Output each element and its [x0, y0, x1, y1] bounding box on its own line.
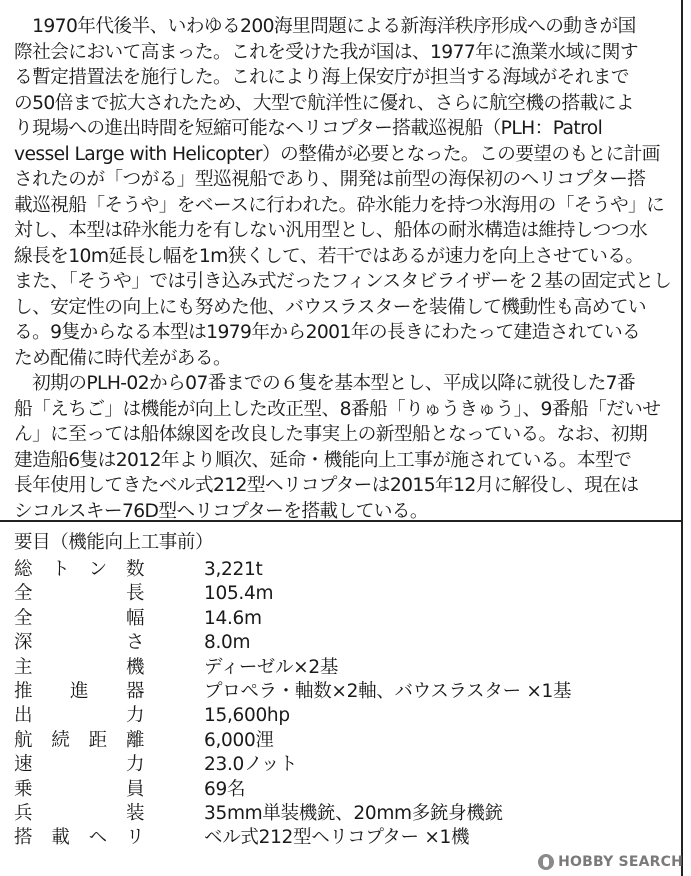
spec-label-char: 出: [14, 705, 33, 727]
spec-label-char: 器: [126, 680, 145, 702]
spec-label-char: 幅: [126, 607, 145, 629]
body-line: シコルスキー76D型ヘリコプターを搭載している。: [14, 500, 428, 522]
body-line: る暫定措置法を施行した。これにより海上保安庁が担当する海域がそれまで: [14, 67, 629, 88]
body-line: ため配備に時代差がある。: [14, 347, 232, 369]
spec-label-char: ト: [51, 559, 70, 580]
body-line: 船「えちご」は機能が向上した改正型、8番船「りゅうきゅう」、9番船「だいせ: [14, 398, 661, 420]
spec-label-char: 速: [14, 754, 33, 776]
spec-label-char: 乗: [14, 778, 33, 800]
body-line: 1970年代後半、いわゆる200海里問題による新海洋秩序形成への動きが国: [14, 16, 636, 37]
spec-row: [14, 778, 674, 802]
spec-label-char: 力: [126, 705, 145, 727]
spec-label-char: 総: [14, 559, 33, 580]
spec-label-char: 主: [14, 656, 33, 678]
body-line: 対し、本型は砕氷能力を有しない汎用型とし、船体の耐氷構造は維持しつつ水: [14, 220, 648, 241]
body-line: 線長を10m延長し幅を1m狭くして、若干ではあるが速力を向上させている。: [14, 245, 644, 267]
spec-row: [14, 631, 674, 655]
spec-label-char: 続: [51, 729, 70, 751]
body-line: 際社会において高まった。これを受けた我が国は、1977年に漁業水域に関す: [14, 41, 638, 63]
body-line: り現場への進出時間を短縮可能なヘリコプター搭載巡視船（PLH：Patrol: [14, 118, 603, 139]
spec-value: 69名: [204, 778, 246, 800]
section-divider: [0, 520, 683, 522]
watermark-text: HOBBY SEARCH: [558, 854, 683, 870]
body-line: 長年使用してきたベル式212型ヘリコプターは2015年12月に解役し、現在は: [14, 475, 639, 496]
spec-label-char: 搭: [14, 827, 33, 849]
spec-label-char: 機: [126, 656, 145, 678]
spec-label-char: 全: [14, 583, 33, 605]
body-line: 載巡視船「そうや」をベースに行われた。砕氷能力を持つ氷海用の「そうや」に: [14, 194, 665, 216]
spec-label-char: 全: [14, 607, 33, 629]
hobby-search-logo-icon: [538, 854, 554, 870]
spec-label-char: 長: [126, 583, 145, 605]
spec-label-char: 装: [126, 802, 145, 824]
spec-label-char: 数: [126, 559, 145, 580]
spec-label-char: 員: [126, 778, 145, 800]
body-line: し、安定性の向上にも努めた他、バウスラスターを装備して機動性も高めてい: [14, 296, 646, 318]
watermark: [538, 851, 683, 873]
spec-label-char: 進: [70, 680, 89, 702]
spec-value: 15,600hp: [204, 705, 290, 727]
spec-label-char: さ: [126, 632, 145, 654]
spec-label-char: ヘ: [88, 827, 108, 849]
spec-row: [14, 582, 674, 606]
spec-label-char: 距: [88, 729, 108, 751]
spec-row: [14, 802, 674, 826]
spec-value: 23.0ノット: [204, 754, 298, 776]
spec-row: [14, 680, 674, 704]
spec-row: [14, 656, 674, 680]
spec-row: [14, 753, 674, 777]
spec-value: ディーゼル×2基: [204, 656, 339, 678]
body-line: されたのが「つがる」型巡視船であり、開発は前型の海保初のヘリコプター搭: [14, 169, 646, 190]
spec-label-char: 力: [126, 754, 145, 776]
spec-label-char: 航: [14, 729, 33, 751]
spec-label-char: 離: [126, 729, 145, 751]
spec-label-char: 載: [51, 827, 70, 849]
body-line: る。9隻からなる本型は1979年から2001年の長きにわたって建造されている: [14, 322, 641, 343]
body-line: 建造船6隻は2012年より順次、延命・機能向上工事が施されている。本型で: [14, 449, 632, 471]
spec-value: ベル式212型ヘリコプター ×1機: [204, 827, 470, 849]
article-body: [14, 14, 679, 524]
spec-value: 105.4m: [204, 583, 274, 605]
spec-row: [14, 729, 674, 753]
body-line: ん」に至っては船体線図を改良した事実上の新型船となっている。なお、初期: [14, 424, 648, 445]
body-line: 初期のPLH-02から07番までの６隻を基本型とし、平成以降に就役した7番: [14, 373, 636, 394]
spec-label-char: 推: [14, 680, 33, 702]
specs-table: [14, 558, 674, 851]
body-line: の50倍まで拡大されたため、大型で航洋性に優れ、さらに航空機の搭載によ: [14, 92, 634, 114]
spec-row: [14, 826, 674, 850]
spec-row: [14, 704, 674, 728]
spec-value: 3,221t: [204, 559, 263, 580]
spec-value: 8.0m: [204, 632, 251, 654]
spec-label-char: リ: [126, 827, 145, 849]
spec-value: プロペラ・軸数×2軸、バウスラスター ×1基: [204, 680, 572, 702]
body-line: また、「そうや」では引き込み式だったフィンスタビライザーを２基の固定式とし: [14, 271, 672, 292]
body-line: vessel Large with Helicopter）の整備が必要となった。この要望のもとに計画: [14, 143, 660, 165]
specs-title: 要目（機能向上工事前）: [14, 532, 214, 553]
spec-label-char: 兵: [14, 802, 33, 824]
spec-row: [14, 607, 674, 631]
spec-value: 6,000浬: [204, 729, 274, 751]
spec-label-char: 深: [14, 632, 33, 654]
spec-value: 14.6m: [204, 607, 262, 629]
spec-row: [14, 558, 674, 582]
spec-value: 35mm単装機銃、20mm多銃身機銃: [204, 802, 503, 824]
spec-label-char: ン: [88, 559, 108, 580]
